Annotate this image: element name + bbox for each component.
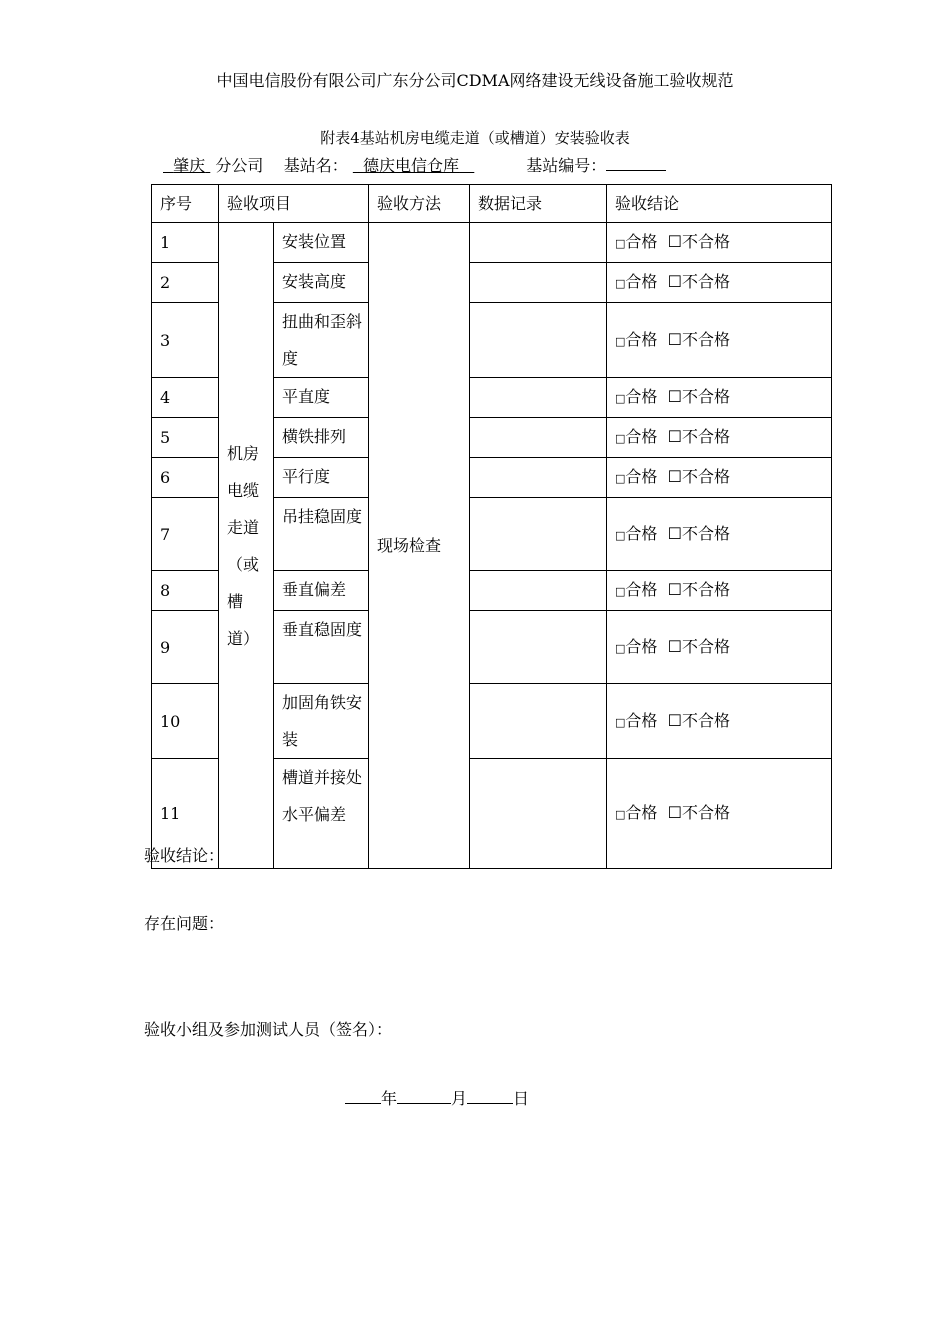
- pass-label: 合格: [625, 232, 658, 251]
- pass-label: 合格: [625, 580, 658, 599]
- record-cell[interactable]: [470, 418, 607, 458]
- row-number: 5: [152, 418, 219, 458]
- pass-checkbox[interactable]: □: [615, 432, 626, 445]
- table-row: [152, 223, 832, 263]
- fail-label: 不合格: [681, 232, 730, 251]
- date-year-field[interactable]: [345, 1089, 381, 1104]
- conclusion-cell: [607, 378, 832, 418]
- fail-checkbox[interactable]: ☐: [667, 580, 682, 599]
- fail-label: 不合格: [681, 523, 730, 543]
- category-cell: [219, 223, 274, 869]
- pass-label: 合格: [625, 467, 658, 486]
- document-header: 中国电信股份有限公司广东分公司CDMA网络建设无线设备施工验收规范: [216, 71, 734, 90]
- header-conclusion: 验收结论: [607, 185, 832, 223]
- date-day-label: 日: [513, 1089, 530, 1108]
- category-line: 机房: [227, 443, 260, 463]
- pass-label: 合格: [625, 329, 658, 349]
- header-no: 序号: [152, 185, 219, 223]
- pass-checkbox[interactable]: □: [615, 528, 626, 542]
- pass-label: 合格: [625, 427, 658, 446]
- header-method: 验收方法: [369, 185, 470, 223]
- pass-checkbox[interactable]: □: [615, 808, 626, 821]
- fail-label: 不合格: [681, 803, 730, 822]
- fail-label: 不合格: [681, 580, 730, 599]
- item-cell: 平直度: [274, 378, 369, 418]
- acceptance-table: [151, 184, 832, 869]
- method-cell: 现场检查: [369, 223, 470, 869]
- station-no-label: 基站编号：: [526, 156, 607, 175]
- fail-checkbox[interactable]: ☐: [667, 272, 682, 291]
- conclusion-label: 验收结论：: [144, 846, 225, 865]
- item-cell: 槽道并接处水平偏差: [274, 759, 369, 869]
- fail-checkbox[interactable]: ☐: [667, 636, 682, 656]
- row-number: 7: [152, 498, 219, 571]
- item-cell: 安装高度: [274, 263, 369, 303]
- record-cell[interactable]: [470, 759, 607, 869]
- branch-suffix: 分公司: [215, 156, 264, 175]
- row-number: 1: [152, 223, 219, 263]
- fail-checkbox[interactable]: ☐: [667, 710, 682, 730]
- pass-checkbox[interactable]: □: [615, 392, 626, 405]
- fail-checkbox[interactable]: ☐: [667, 427, 682, 446]
- signature-label: 验收小组及参加测试人员（签名）：: [144, 1020, 393, 1039]
- row-number: 10: [152, 684, 219, 759]
- fail-checkbox[interactable]: ☐: [667, 523, 682, 543]
- date-month-label: 月: [451, 1089, 468, 1108]
- row-number: 3: [152, 303, 219, 378]
- fail-label: 不合格: [681, 710, 730, 730]
- row-number: 6: [152, 458, 219, 498]
- fail-checkbox[interactable]: ☐: [667, 387, 682, 406]
- station-name-value: 德庆电信仓库: [363, 156, 460, 175]
- record-cell[interactable]: [470, 263, 607, 303]
- pass-checkbox[interactable]: □: [615, 641, 626, 655]
- conclusion-cell: [607, 303, 832, 378]
- record-cell[interactable]: [470, 378, 607, 418]
- fail-label: 不合格: [681, 427, 730, 446]
- conclusion-cell: [607, 223, 832, 263]
- conclusion-cell: [607, 263, 832, 303]
- pass-label: 合格: [625, 523, 658, 543]
- category-line: 道）: [227, 628, 260, 648]
- pass-label: 合格: [625, 387, 658, 406]
- conclusion-cell: [607, 418, 832, 458]
- pass-checkbox[interactable]: □: [615, 237, 626, 250]
- record-cell[interactable]: [470, 611, 607, 684]
- pass-label: 合格: [625, 803, 658, 822]
- conclusion-cell: [607, 759, 832, 869]
- item-cell: 垂直偏差: [274, 571, 369, 611]
- form-title: 附表4基站机房电缆走道（或槽道）安装验收表: [320, 129, 630, 147]
- station-no-field[interactable]: [606, 156, 666, 171]
- record-cell[interactable]: [470, 303, 607, 378]
- pass-label: 合格: [625, 272, 658, 291]
- record-cell[interactable]: [470, 684, 607, 759]
- date-day-field[interactable]: [467, 1089, 513, 1104]
- item-cell: 横铁排列: [274, 418, 369, 458]
- fail-label: 不合格: [681, 636, 730, 656]
- record-cell[interactable]: [470, 498, 607, 571]
- record-cell[interactable]: [470, 571, 607, 611]
- date-line: [345, 1086, 529, 1109]
- conclusion-cell: [607, 571, 832, 611]
- row-number: 4: [152, 378, 219, 418]
- branch-field[interactable]: [163, 156, 210, 175]
- pass-checkbox[interactable]: □: [615, 715, 626, 729]
- category-line: 走道: [227, 517, 260, 537]
- table-header-row: [152, 185, 832, 223]
- conclusion-cell: [607, 611, 832, 684]
- fail-checkbox[interactable]: ☐: [667, 803, 682, 822]
- conclusion-cell: [607, 498, 832, 571]
- fail-label: 不合格: [681, 467, 730, 486]
- category-line: 槽: [227, 591, 244, 611]
- pass-checkbox[interactable]: □: [615, 472, 626, 485]
- row-number: 9: [152, 611, 219, 684]
- date-month-field[interactable]: [397, 1089, 451, 1104]
- pass-label: 合格: [625, 710, 658, 730]
- header-record: 数据记录: [470, 185, 607, 223]
- header-item: 验收项目: [219, 185, 369, 223]
- category-line: （或: [227, 554, 260, 574]
- item-cell: 平行度: [274, 458, 369, 498]
- category-line: 电缆: [227, 480, 260, 500]
- pass-label: 合格: [625, 636, 658, 656]
- pass-checkbox[interactable]: □: [615, 585, 626, 598]
- item-cell: 垂直稳固度: [274, 611, 369, 684]
- fail-checkbox[interactable]: ☐: [667, 232, 682, 251]
- branch-value: 肇庆: [173, 156, 206, 175]
- row-number: 2: [152, 263, 219, 303]
- fail-label: 不合格: [681, 272, 730, 291]
- pass-checkbox[interactable]: □: [615, 277, 626, 290]
- date-year-label: 年: [381, 1089, 398, 1108]
- fail-checkbox[interactable]: ☐: [667, 329, 682, 349]
- record-cell[interactable]: [470, 458, 607, 498]
- fail-checkbox[interactable]: ☐: [667, 467, 682, 486]
- station-name-label: 基站名：: [283, 156, 348, 175]
- item-cell: 安装位置: [274, 223, 369, 263]
- station-info-line: [163, 153, 666, 176]
- fail-label: 不合格: [681, 329, 730, 349]
- pass-checkbox[interactable]: □: [615, 334, 626, 348]
- item-cell: 吊挂稳固度: [274, 498, 369, 571]
- item-cell: 加固角铁安装: [274, 684, 369, 759]
- conclusion-cell: [607, 458, 832, 498]
- fail-label: 不合格: [681, 387, 730, 406]
- item-cell: 扭曲和歪斜度: [274, 303, 369, 378]
- record-cell[interactable]: [470, 223, 607, 263]
- row-number: 8: [152, 571, 219, 611]
- issues-label: 存在问题：: [144, 914, 225, 933]
- station-name-field[interactable]: [353, 156, 474, 175]
- conclusion-cell: [607, 684, 832, 759]
- row-number: 11: [152, 759, 219, 869]
